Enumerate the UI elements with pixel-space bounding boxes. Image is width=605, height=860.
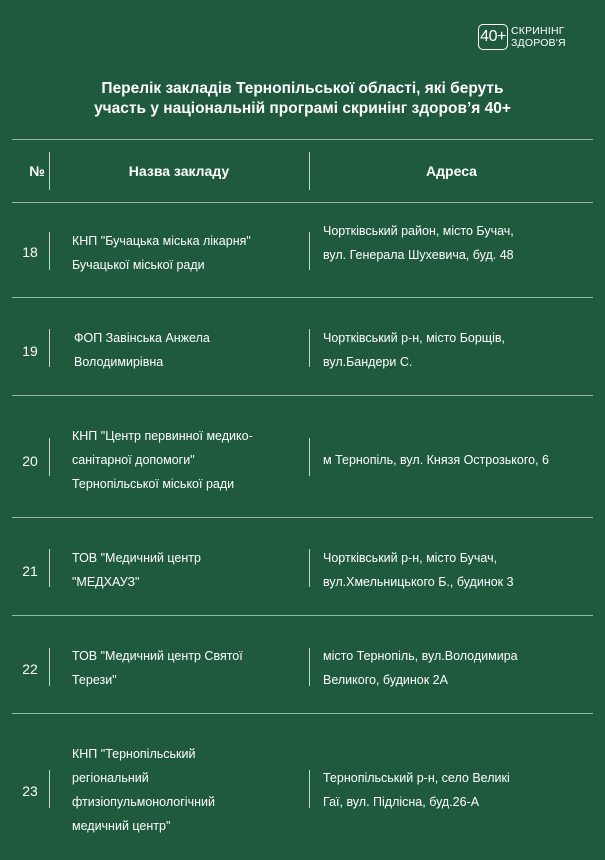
facility-address [323, 448, 549, 472]
facility-address-line: Чортківський район, місто Бучач, [323, 224, 514, 238]
page-title-line-1: Перелік закладів Тернопільської області, які беруть [101, 80, 504, 97]
header-name: Назва закладу [128, 163, 230, 179]
page-title [0, 79, 605, 119]
facility-name-line: КНП "Тернопільський [72, 747, 196, 761]
row-separator [309, 438, 310, 476]
facility-address [323, 219, 514, 267]
row-divider [12, 395, 593, 396]
row-separator [49, 438, 50, 476]
facility-name-line: Терези" [72, 673, 117, 687]
row-divider [12, 297, 593, 298]
row-divider [12, 202, 593, 203]
row-separator [49, 232, 50, 270]
row-number: 21 [22, 563, 38, 579]
facility-address-line: місто Тернопіль, вул.Володимира [323, 649, 518, 663]
row-divider [12, 713, 593, 714]
facility-name-line: Володимирівна [74, 355, 164, 369]
facility-name [72, 229, 251, 277]
facility-address-line: вул. Генерала Шухевича, буд. 48 [323, 248, 514, 262]
facility-address-line: Гаї, вул. Підлісна, буд.26-А [323, 795, 480, 809]
row-number: 22 [22, 661, 38, 677]
facility-name-line: КНП "Бучацька міська лікарня" [72, 234, 251, 248]
facility-name-line: ФОП Завінська Анжела [74, 331, 210, 345]
header-separator [49, 152, 50, 190]
facility-name-line: регіональний [72, 771, 149, 785]
logo [478, 24, 566, 50]
row-separator [309, 770, 310, 808]
facility-address-line: вул.Бандери С. [323, 355, 413, 369]
table-top-divider [12, 139, 593, 140]
facility-name [72, 546, 201, 594]
row-separator [309, 648, 310, 686]
logo-badge: 40+ [478, 24, 508, 50]
facility-name [74, 326, 210, 374]
row-separator [309, 549, 310, 587]
facility-address-line: Чортківський р-н, місто Борщів, [323, 331, 505, 345]
row-number: 19 [22, 343, 38, 359]
facility-name-line: Тернопільської міської ради [72, 477, 235, 491]
facility-address [323, 326, 505, 374]
row-separator [49, 770, 50, 808]
facility-name-line: КНП "Центр первинної медико- [72, 429, 253, 443]
row-number: 20 [22, 453, 38, 469]
row-divider [12, 615, 593, 616]
row-number: 23 [22, 783, 38, 799]
header-separator [309, 152, 310, 190]
logo-line-2: ЗДОРОВ'Я [511, 37, 566, 49]
row-separator [49, 549, 50, 587]
header-num: № [29, 163, 45, 179]
logo-text [511, 25, 566, 49]
row-divider [12, 517, 593, 518]
header-address: Адреса [426, 163, 477, 179]
row-separator [309, 232, 310, 270]
facility-address-line: вул.Хмельницького Б., будинок 3 [323, 575, 514, 589]
row-separator [49, 648, 50, 686]
facility-name-line: санітарної допомоги" [72, 453, 195, 467]
row-separator [309, 329, 310, 367]
facility-address-line: Чортківський р-н, місто Бучач, [323, 551, 498, 565]
facility-name [72, 644, 243, 692]
facility-address [323, 766, 510, 814]
facility-name [72, 424, 253, 496]
facility-address [323, 644, 518, 692]
row-separator [49, 329, 50, 367]
facility-address-line: м Тернопіль, вул. Князя Острозького, 6 [323, 453, 549, 467]
facility-name [72, 742, 215, 838]
facility-name-line: Бучацької міської ради [72, 258, 205, 272]
page-title-line-2: участь у національній програмі скринінг здоров’я 40+ [94, 100, 511, 117]
facility-address-line: Великого, будинок 2А [323, 673, 448, 687]
facility-name-line: фтизіопульмонологічний [72, 795, 215, 809]
logo-line-1: СКРИНІНГ [511, 25, 565, 37]
facility-name-line: "МЕДХАУЗ" [72, 575, 140, 589]
facility-name-line: медичний центр" [72, 819, 171, 833]
row-number: 18 [22, 244, 38, 260]
facility-address-line: Тернопільський р-н, село Великі [323, 771, 510, 785]
facility-name-line: ТОВ "Медичний центр [72, 551, 201, 565]
facility-address [323, 546, 514, 594]
facility-name-line: ТОВ "Медичний центр Святої [72, 649, 243, 663]
